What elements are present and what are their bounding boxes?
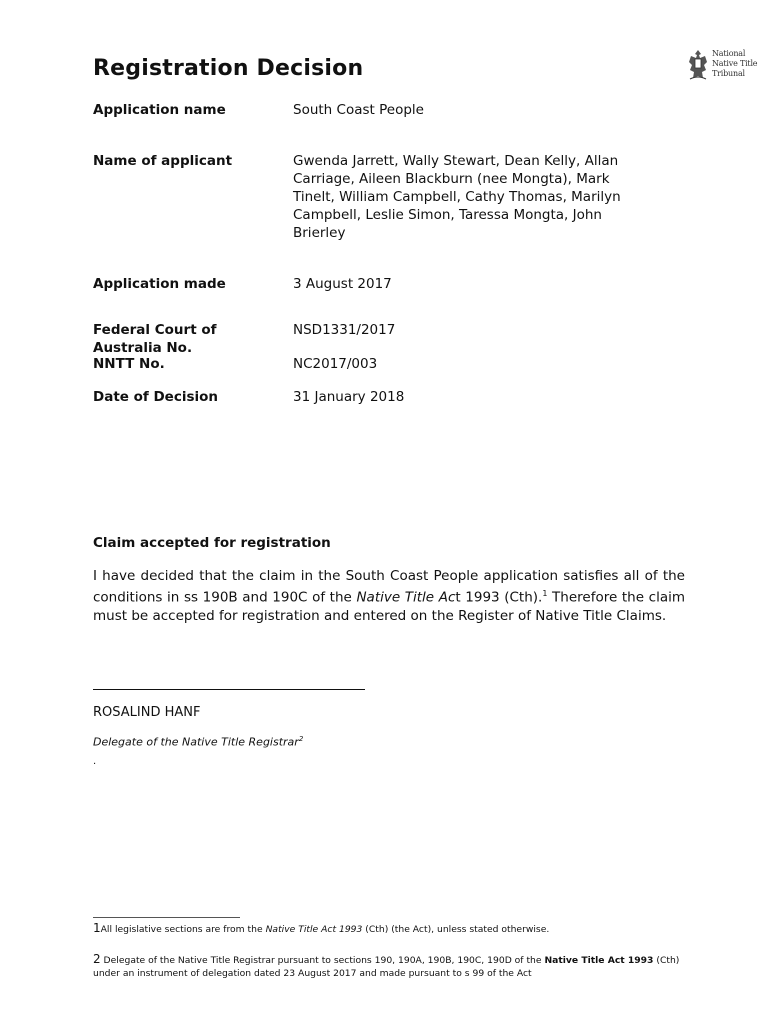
act-name-italic: Native Title Ac [356,589,456,606]
applicant-value: Gwenda Jarrett, Wally Stewart, Dean Kelly, Allan Carriage, Aileen Blackburn (nee Mongta), Mark Tinelt, William Campbell, Cathy Thomas, Marilyn Campbell, Leslie Simon, Taressa Mongta, John Brierley [293,153,621,241]
date-of-decision-label: Date of Decision [93,389,219,405]
footnote-1-tail: (Cth) (the Act), unless stated otherwise. [362,924,550,935]
footnote-separator [93,917,240,918]
logo-line-1: National [712,49,746,58]
logo-line-3: Tribunal [712,69,745,78]
decision-paragraph [93,567,685,625]
decision-text-1: I have decided that the claim in the South Coast People application satisfies all of the conditions in ss 190B and 190C of the [93,568,685,606]
coat-of-arms-icon [686,48,710,82]
footnote-ref-2[interactable]: 2 [298,735,304,743]
signer-role [93,735,303,749]
footnote-ref-1[interactable]: 1 [542,589,548,598]
application-name-label: Application name [93,102,226,118]
logo-wordmark [712,49,757,79]
nntt-logo [686,48,758,86]
decision-heading: Claim accepted for registration [93,535,331,551]
nntt-no-label: NNTT No. [93,356,165,372]
applicant-label: Name of applicant [93,153,233,169]
federal-court-label: Federal Court of Australia No. [93,322,217,356]
signer-role-text: Delegate of the Native Title Registrar [93,735,299,749]
footnote-1-text: All legislative sections are from the [100,924,266,935]
page-title: Registration Decision [93,56,364,81]
footnote-1-act: Native Title Act 1993 [265,924,363,935]
decision-text-3: Therefore the claim must be accepted for registration and entered on the Register of Native Title Claims. [93,589,685,624]
logo-line-2: Native Title [712,59,758,68]
application-name-value: South Coast People [293,102,424,118]
nntt-no-value: NC2017/003 [293,356,378,372]
footnote-2 [93,953,683,980]
footnote-2-tail: (Cth) under an instrument of delegation dated 23 August 2017 and made pursuant to s 99 of the Act [93,955,680,979]
stray-dot: . [93,756,97,767]
decision-text-2: t 1993 (Cth). [455,589,543,606]
application-made-label: Application made [93,276,226,292]
footnote-2-act: Native Title Act 1993 [544,955,654,966]
footnote-1-number: 1 [93,921,101,935]
date-of-decision-value: 31 January 2018 [293,389,405,405]
footnote-1 [93,922,683,936]
signature-line [93,689,365,690]
footnote-2-number: 2 [93,952,101,966]
signer-name: ROSALIND HANF [93,705,201,720]
application-made-value: 3 August 2017 [293,276,392,292]
footnote-2-text: Delegate of the Native Title Registrar pursuant to sections 190, 190A, 190B, 190C, 190D of the [100,955,545,966]
federal-court-value: NSD1331/2017 [293,322,396,338]
